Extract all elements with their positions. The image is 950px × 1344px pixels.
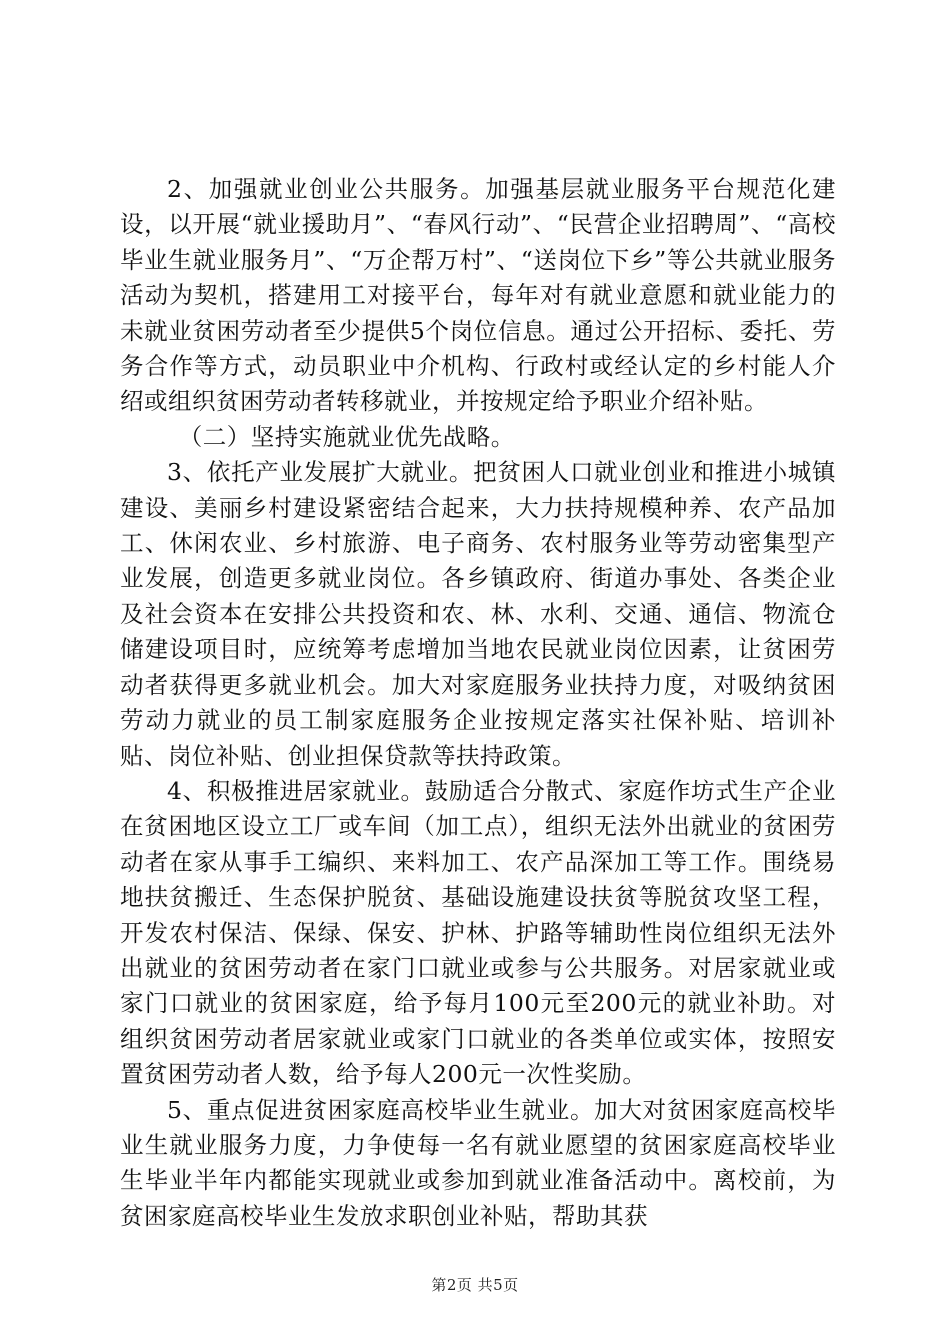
paragraph-item-2: 2、加强就业创业公共服务。加强基层就业服务平台规范化建设，以开展“就业援助月”、“春风行动”、“民营企业招聘周”、“高校毕业生就业服务月”、“万企帮万村”、“送岗位下乡”等公共就业服务活动为契机，搭建用工对接平台，每年对有就业意愿和就业能力的未就业贫困劳动者至少提供5个岗位信息。通过公开招标、委托、劳务合作等方式，动员职业中介机构、行政村或经认定的乡村能人介绍或组织贫困劳动者转移就业，并按规定给予职业介绍补贴。 <box>120 175 836 416</box>
paragraph-item-3: 3、依托产业发展扩大就业。把贫困人口就业创业和推进小城镇建设、美丽乡村建设紧密结合起来，大力扶持规模种养、农产品加工、休闲农业、乡村旅游、电子商务、农村服务业等劳动密集型产业发展，创造更多就业岗位。各乡镇政府、街道办事处、各类企业及社会资本在安排公共投资和农、林、水利、交通、通信、物流仓储建设项目时，应统筹考虑增加当地农民就业岗位因素，让贫困劳动者获得更多就业机会。加大对家庭服务业扶持力度，对吸纳贫困劳动力就业的员工制家庭服务企业按规定落实社保补贴、培训补贴、岗位补贴、创业担保贷款等扶持政策。 <box>120 458 836 770</box>
paragraph-item-4: 4、积极推进居家就业。鼓励适合分散式、家庭作坊式生产企业在贫困地区设立工厂或车间（加工点），组织无法外出就业的贫困劳动者在家从事手工编织、来料加工、农产品深加工等工作。围绕易地扶贫搬迁、生态保护脱贫、基础设施建设扶贫等脱贫攻坚工程，开发农村保洁、保绿、保安、护林、护路等辅助性岗位组织无法外出就业的贫困劳动者在家门口就业或参与公共服务。对居家就业或家门口就业的贫困家庭，给予每月100元至200元的就业补助。对组织贫困劳动者居家就业或家门口就业的各类单位或实体，按照安置贫困劳动者人数，给予每人200元一次性奖励。 <box>120 776 836 1089</box>
page-number-footer: 第2页 共5页 <box>431 1276 519 1294</box>
paragraph-item-5: 5、重点促进贫困家庭高校毕业生就业。加大对贫困家庭高校毕业生就业服务力度，力争使每一名有就业愿望的贫困家庭高校毕业生毕业半年内都能实现就业或参加到就业准备活动中。离校前，为贫困家庭高校毕业生发放求职创业补贴，帮助其获 <box>120 1095 836 1230</box>
section-heading-2: （二）坚持实施就业优先战略。 <box>178 422 515 451</box>
document-body <box>120 172 836 1234</box>
